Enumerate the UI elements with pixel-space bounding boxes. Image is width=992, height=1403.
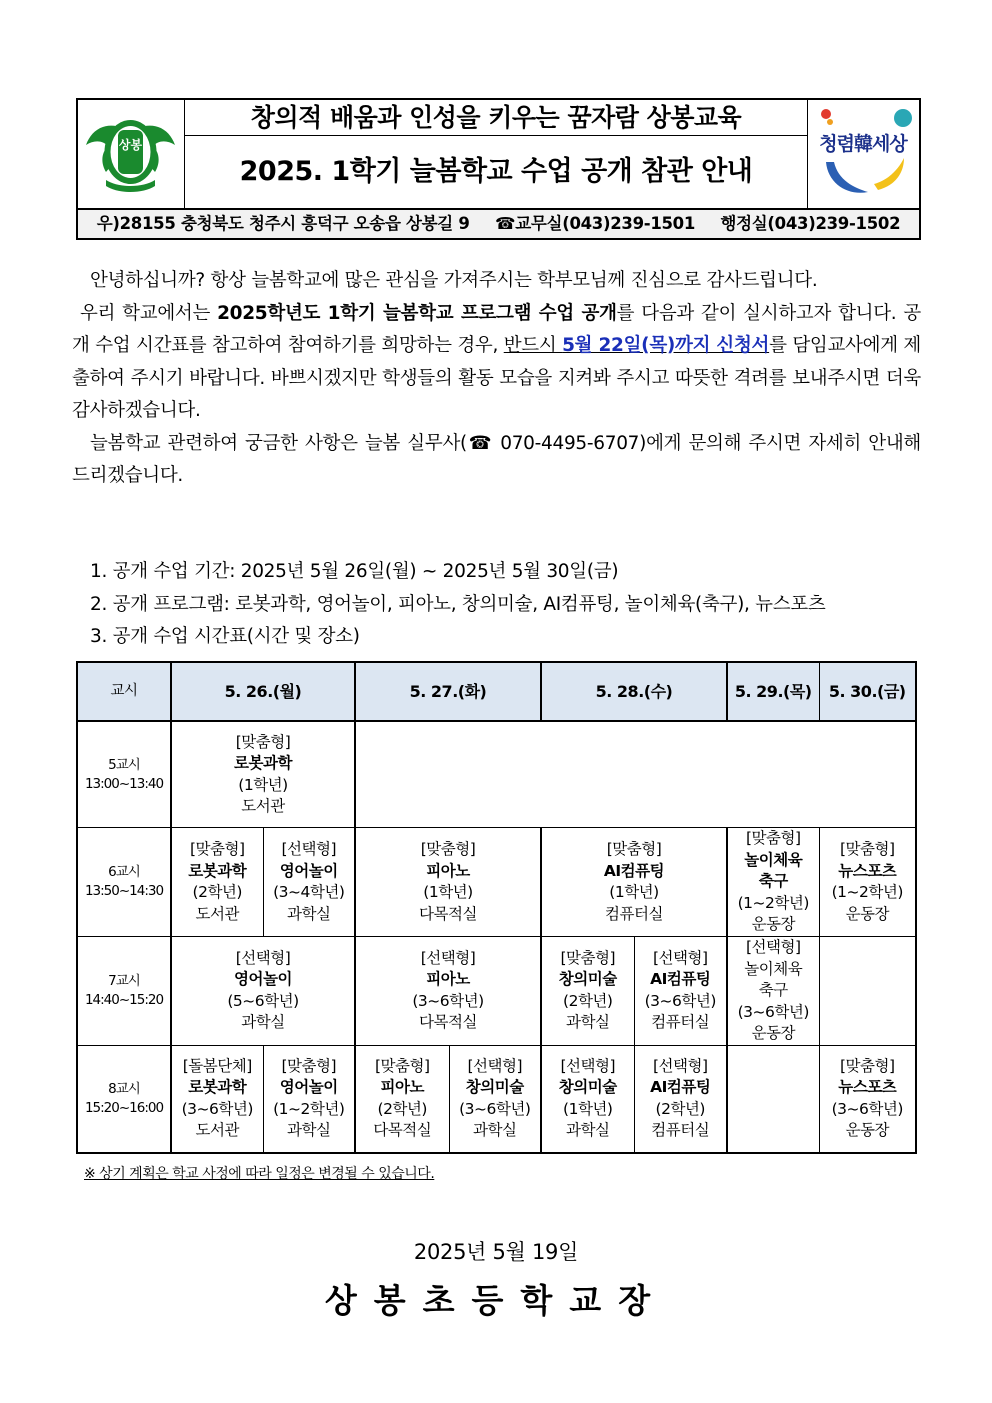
class-grade: (1학년) [238,775,288,794]
table-row [77,1045,916,1153]
class-type: [맞춤형] [420,840,476,859]
class-type: [선택형] [235,948,291,967]
class-name-sub: 축구 [758,872,788,891]
class-cell [727,828,819,937]
class-type: [맞춤형] [189,840,245,859]
class-grade: (3~6학년) [459,1099,531,1118]
class-room: 운동장 [845,1121,889,1140]
class-type: [선택형] [652,948,708,967]
empty-cell [727,1045,819,1153]
class-type: [맞춤형] [281,1056,336,1075]
class-room: 운동장 [751,1024,795,1043]
class-grade: (3~6학년) [644,991,716,1010]
integrity-logo-text: 청렴韓세상 [819,133,907,155]
class-type: [선택형] [281,840,336,859]
class-cell [634,936,727,1045]
class-cell [355,936,541,1045]
class-type: [돌봄단체] [182,1056,252,1075]
class-name: 뉴스포츠 [838,1078,897,1097]
class-name: AI컴퓨팅 [650,1078,711,1097]
class-type: [선택형] [652,1056,708,1075]
school-address: 우)28155 충청북도 청주시 흥덕구 오송읍 상봉길 9 [96,214,470,233]
contact-paragraph: 늘봄학교 관련하여 궁금한 사항은 늘봄 실무사(☎ 070-4495-6707)에게 문의해 주시면 자세히 안내해 드리겠습니다. [72,432,921,486]
class-room: 컴퓨터실 [605,904,663,923]
integrity-emblem-icon [808,100,918,206]
class-cell [449,1045,541,1153]
header-tue: 5. 27.(화) [355,662,541,721]
class-name: 놀이체육 [744,850,803,869]
header-wed: 5. 28.(수) [541,662,727,721]
class-name: 영어놀이 [234,970,292,989]
class-room: 과학실 [566,1013,610,1032]
school-emblem-icon [78,100,183,206]
period-time: 13:00~13:40 [84,775,164,792]
period-time: 13:50~14:30 [84,883,164,900]
table-header-row [77,662,916,721]
class-name: 창의미술 [558,1078,617,1097]
class-room: 도서관 [195,1121,239,1140]
class-room: 도서관 [241,797,285,816]
class-grade: (5~6학년) [227,991,299,1010]
class-cell [355,1045,449,1153]
class-room: 컴퓨터실 [651,1013,710,1032]
list-item-timetable: 3. 공개 수업 시간표(시간 및 장소) [90,626,360,647]
issue-date: 2025년 5월 19일 [413,1240,579,1264]
class-room: 운동장 [751,915,795,934]
table-row [77,721,916,828]
list-item-programs: 2. 공개 프로그램: 로봇과학, 영어놀이, 피아노, 창의미술, AI컴퓨팅, 놀이체육(축구), 뉴스포츠 [90,593,826,615]
class-type: [맞춤형] [560,948,615,967]
class-room: 다목적실 [373,1121,432,1140]
class-name: 영어놀이 [279,861,338,880]
class-type: [선택형] [467,1056,522,1075]
class-type: [선택형] [420,948,476,967]
announcement-part: 를 다음과 같이 실시하고자 합니다. 공개 수업 시간표를 참고하여 참여하기를 희망하는 경우, [72,302,921,356]
period-time: 15:20~16:00 [84,1099,164,1116]
class-room: 과학실 [241,1013,285,1032]
class-room: 도서관 [195,904,239,923]
class-name: 창의미술 [465,1078,524,1097]
document-title: 2025. 1학기 늘봄학교 수업 공개 참관 안내 [239,156,753,187]
class-type: [선택형] [560,1056,615,1075]
integrity-logo [807,100,919,208]
class-grade: (3~6학년) [181,1099,253,1118]
table-row [77,828,916,937]
class-name: 로봇과학 [188,861,247,880]
class-room: 과학실 [287,904,331,923]
phone-office: ☎교무실(043)239-1501 [495,214,696,233]
class-cell [263,828,355,937]
period-name: 6교시 [108,864,140,881]
program-highlight: 2025학년도 1학기 늘봄학교 프로그램 수업 공개 [217,302,617,324]
letterhead [76,98,921,240]
class-grade: (2학년) [377,1099,427,1118]
principal-signature: 상봉초등학교장 [324,1281,668,1320]
greeting-paragraph: 안녕하십니까? 항상 늘봄학교에 많은 관심을 가져주시는 학부모님께 진심으로 감사드립니다. [90,270,818,291]
class-name: 놀이체육 [744,959,803,978]
class-grade: (1학년) [423,883,473,902]
class-cell [171,936,355,1045]
class-room: 과학실 [566,1121,610,1140]
class-name: 로봇과학 [188,1078,247,1097]
class-room: 과학실 [287,1121,331,1140]
class-type: [맞춤형] [235,732,291,751]
class-type: [맞춤형] [374,1056,430,1075]
class-room: 운동장 [845,904,889,923]
class-type: [맞춤형] [839,840,895,859]
deadline-prefix: 반드시 [503,335,563,356]
table-row [77,936,916,1045]
address-bar [78,208,919,238]
period-name: 5교시 [108,756,140,773]
period-name: 7교시 [108,972,140,989]
class-grade: (1학년) [563,1099,613,1118]
class-cell [171,1045,263,1153]
class-name-sub: 축구 [758,981,788,1000]
class-name: AI컴퓨팅 [603,861,665,880]
class-room: 과학실 [473,1121,517,1140]
class-cell [171,828,263,937]
announcement-paragraph [72,298,921,428]
class-cell [541,1045,634,1153]
class-grade: (1학년) [609,883,659,902]
info-list [90,556,930,654]
header-mon: 5. 26.(월) [171,662,355,721]
period-time: 14:40~15:20 [84,991,164,1008]
class-cell [634,1045,727,1153]
period-cell [77,1045,171,1153]
class-type: [맞춤형] [839,1056,895,1075]
period-cell [77,936,171,1045]
period-cell [77,721,171,828]
class-name: 뉴스포츠 [838,861,897,880]
class-name: 피아노 [380,1078,424,1097]
list-item-period: 1. 공개 수업 기간: 2025년 5월 26일(월) ~ 2025년 5월 30일(금) [90,561,619,582]
header-fri: 5. 30.(금) [819,662,916,721]
class-type: [맞춤형] [745,829,801,848]
announcement-part: 우리 학교에서는 [80,302,218,324]
class-room: 컴퓨터실 [651,1121,710,1140]
class-grade: (3~6학년) [412,991,484,1010]
class-cell [541,828,727,937]
class-room: 다목적실 [419,1013,477,1032]
announcement-part: 를 담임교사에게 제출하여 주시기 바랍니다. 바쁘시겠지만 학생들의 활동 모습을 지켜봐 주시고 따뜻한 격려를 보내주시면 더욱 감사하겠습니다. [72,335,921,421]
class-grade: (1~2학년) [831,883,903,902]
class-name: 창의미술 [558,970,617,989]
class-cell [355,828,541,937]
period-cell [77,828,171,937]
class-grade: (3~4학년) [273,883,345,902]
empty-cell [355,721,916,828]
class-room: 다목적실 [419,904,477,923]
class-grade: (1~2학년) [737,893,809,912]
class-type: [맞춤형] [606,840,662,859]
class-cell [263,1045,355,1153]
deadline-highlight: 5월 22일(목)까지 신청서 [562,335,770,356]
phone-admin: 행정실(043)239-1502 [720,214,901,233]
slogan-suffix: 꿈자람 상봉교육 [567,103,742,132]
slogan-prefix: 창의적 배움과 인성을 키우는 [250,103,560,132]
class-grade: (2학년) [563,991,613,1010]
class-name: 로봇과학 [234,754,292,773]
class-grade: (2학년) [192,883,242,902]
class-cell [819,828,916,937]
class-name: 피아노 [426,970,470,989]
empty-cell [819,936,916,1045]
class-name: AI컴퓨팅 [650,970,711,989]
class-type: [선택형] [745,938,801,957]
header-thu: 5. 29.(목) [727,662,819,721]
class-name: 영어놀이 [279,1078,338,1097]
class-grade: (3~6학년) [737,1002,809,1021]
class-cell [727,936,819,1045]
schedule-note: ※ 상기 계획은 학교 사정에 따라 일정은 변경될 수 있습니다. [84,1166,435,1182]
deadline-underline [504,335,769,356]
class-grade: (1~2학년) [273,1099,345,1118]
class-grade: (2학년) [655,1099,705,1118]
timetable [76,661,917,1154]
school-slogan [185,100,807,136]
class-name: 피아노 [426,861,470,880]
intro-text [72,265,921,493]
class-cell [819,1045,916,1153]
logo-text: 상봉 [118,138,143,152]
class-cell [541,936,634,1045]
period-name: 8교시 [108,1080,140,1097]
header-period: 교시 [77,662,171,721]
school-logo [78,100,185,208]
class-cell [171,721,355,828]
class-grade: (3~6학년) [831,1099,903,1118]
